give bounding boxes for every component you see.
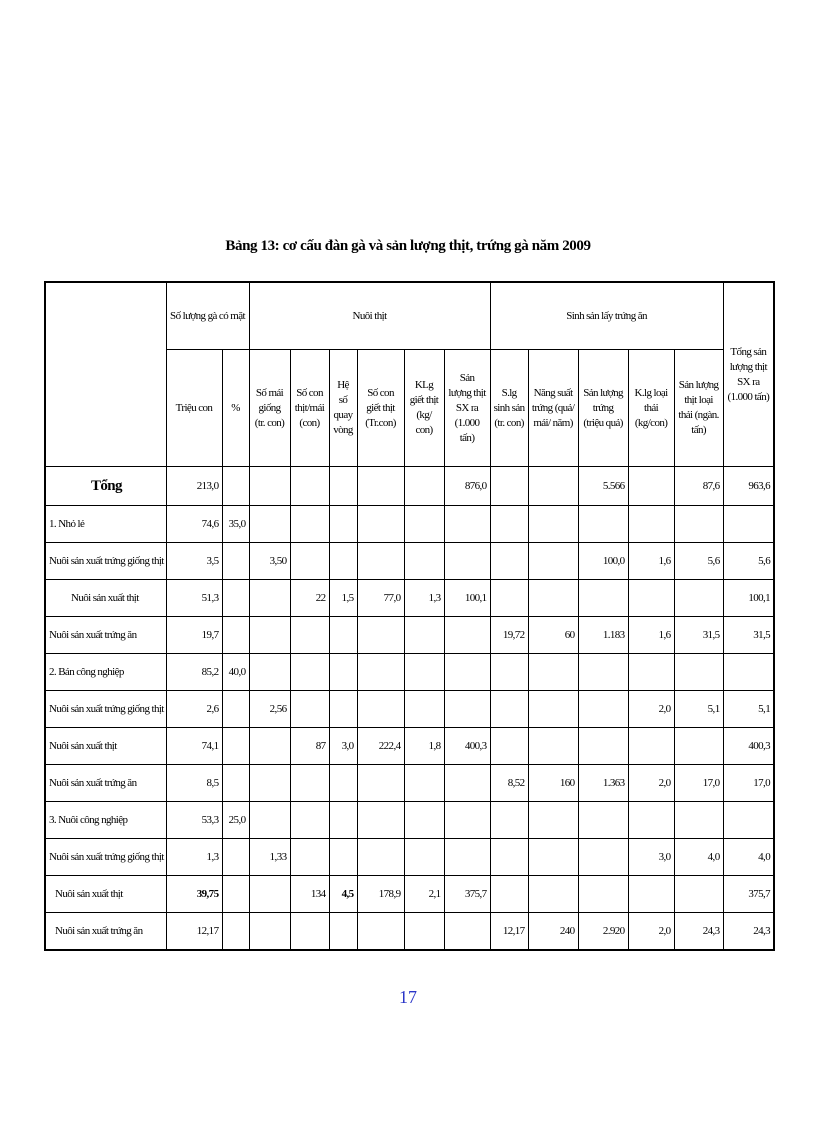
table-cell: 4,0 <box>723 839 774 876</box>
row-label: 3. Nuôi công nghiệp <box>45 802 166 839</box>
table-cell <box>404 765 444 802</box>
table-row <box>45 876 774 913</box>
table-cell <box>674 580 723 617</box>
data-table <box>44 281 775 951</box>
table-cell <box>444 617 490 654</box>
table-cell: 60 <box>528 617 578 654</box>
table-cell: 1,8 <box>404 728 444 765</box>
table-cell <box>723 802 774 839</box>
table-cell <box>528 691 578 728</box>
table-cell <box>674 728 723 765</box>
table-cell <box>357 654 404 691</box>
table-cell: 3,5 <box>166 543 222 580</box>
table-cell <box>723 506 774 543</box>
table-cell <box>222 728 249 765</box>
table-cell: 39,75 <box>166 876 222 913</box>
table-cell <box>444 802 490 839</box>
table-cell <box>222 580 249 617</box>
table-cell <box>528 654 578 691</box>
table-cell: 19,7 <box>166 617 222 654</box>
table-cell <box>444 839 490 876</box>
table-cell <box>222 467 249 506</box>
table-cell: 74,1 <box>166 728 222 765</box>
table-cell <box>329 802 357 839</box>
table-cell <box>357 913 404 951</box>
table-cell: 85,2 <box>166 654 222 691</box>
row-label: Nuôi sản xuất trứng giống thịt <box>45 543 166 580</box>
table-cell <box>628 654 674 691</box>
table-cell <box>490 728 528 765</box>
table-cell <box>628 728 674 765</box>
table-cell <box>490 467 528 506</box>
table-cell <box>723 654 774 691</box>
header-nuoi-thit: Nuôi thịt <box>249 282 490 350</box>
table-row <box>45 543 774 580</box>
table-cell <box>249 506 290 543</box>
column-header: Số con thịt/mái (con) <box>290 350 329 467</box>
table-cell: 1,6 <box>628 543 674 580</box>
table-cell <box>528 506 578 543</box>
table-cell: 375,7 <box>444 876 490 913</box>
table-cell <box>444 913 490 951</box>
table-body <box>45 467 774 951</box>
table-cell <box>578 876 628 913</box>
table-cell <box>490 802 528 839</box>
table-cell: 31,5 <box>674 617 723 654</box>
row-label: Nuôi sản xuất trứng giống thịt <box>45 691 166 728</box>
table-cell: 24,3 <box>674 913 723 951</box>
table-cell <box>528 802 578 839</box>
table-cell: 963,6 <box>723 467 774 506</box>
table-cell <box>674 654 723 691</box>
table-cell <box>628 876 674 913</box>
row-label: 2. Bán công nghiệp <box>45 654 166 691</box>
table-cell: 40,0 <box>222 654 249 691</box>
table-cell <box>249 802 290 839</box>
table-title: Bảng 13: cơ cấu đàn gà và sản lượng thịt, trứng gà năm 2009 <box>225 238 591 254</box>
table-cell <box>290 802 329 839</box>
table-row <box>45 506 774 543</box>
table-cell: 2,0 <box>628 691 674 728</box>
table-cell <box>628 802 674 839</box>
table-cell: 134 <box>290 876 329 913</box>
table-cell: 2,1 <box>404 876 444 913</box>
table-cell: 2,0 <box>628 765 674 802</box>
table-cell: 240 <box>528 913 578 951</box>
table-cell <box>674 876 723 913</box>
table-cell: 87 <box>290 728 329 765</box>
table-cell <box>404 543 444 580</box>
row-label: Tổng <box>45 467 166 506</box>
table-cell: 4,5 <box>329 876 357 913</box>
table-cell <box>578 654 628 691</box>
table-cell <box>329 839 357 876</box>
table-cell <box>249 765 290 802</box>
table-cell <box>222 839 249 876</box>
table-cell: 1.183 <box>578 617 628 654</box>
table-cell <box>290 543 329 580</box>
table-cell <box>290 839 329 876</box>
table-cell: 1,3 <box>404 580 444 617</box>
table-cell <box>490 580 528 617</box>
table-cell <box>249 467 290 506</box>
table-cell <box>490 876 528 913</box>
table-cell <box>578 580 628 617</box>
table-cell <box>674 506 723 543</box>
column-header: Số mái giống (tr. con) <box>249 350 290 467</box>
table-cell <box>404 802 444 839</box>
column-header: Sản lượng trứng (triệu quả) <box>578 350 628 467</box>
table-cell: 5,1 <box>674 691 723 728</box>
table-cell: 8,5 <box>166 765 222 802</box>
column-header: Triệu con <box>166 350 222 467</box>
table-cell <box>528 467 578 506</box>
table-cell: 24,3 <box>723 913 774 951</box>
column-header: Sản lượng thịt SX ra (1.000 tấn) <box>444 350 490 467</box>
table-cell: 1,3 <box>166 839 222 876</box>
table-cell: 5,1 <box>723 691 774 728</box>
table-cell: 51,3 <box>166 580 222 617</box>
table-row <box>45 802 774 839</box>
table-cell: 213,0 <box>166 467 222 506</box>
table-cell <box>329 691 357 728</box>
table-cell: 1,6 <box>628 617 674 654</box>
table-cell: 3,50 <box>249 543 290 580</box>
table-cell <box>578 839 628 876</box>
table-cell <box>290 467 329 506</box>
table-cell <box>249 580 290 617</box>
table-cell: 22 <box>290 580 329 617</box>
table-cell <box>329 467 357 506</box>
table-cell <box>404 839 444 876</box>
table-cell: 100,0 <box>578 543 628 580</box>
table-cell: 3,0 <box>628 839 674 876</box>
table-cell: 5,6 <box>674 543 723 580</box>
table-cell <box>249 913 290 951</box>
table-cell <box>222 765 249 802</box>
table-cell: 100,1 <box>723 580 774 617</box>
table-cell <box>528 728 578 765</box>
table-cell <box>249 617 290 654</box>
table-cell: 53,3 <box>166 802 222 839</box>
column-header: S.lg sinh sản (tr. con) <box>490 350 528 467</box>
table-cell <box>329 506 357 543</box>
table-cell <box>329 913 357 951</box>
table-cell <box>490 543 528 580</box>
table-cell <box>444 691 490 728</box>
table-cell: 35,0 <box>222 506 249 543</box>
table-cell <box>528 543 578 580</box>
table-cell <box>357 467 404 506</box>
row-label: Nuôi sản xuất trứng giống thịt <box>45 839 166 876</box>
table-cell <box>222 876 249 913</box>
table-cell <box>290 765 329 802</box>
table-row <box>45 691 774 728</box>
table-cell: 77,0 <box>357 580 404 617</box>
table-cell: 5,6 <box>723 543 774 580</box>
row-label: Nuôi sản xuất thịt <box>45 728 166 765</box>
table-cell: 2.920 <box>578 913 628 951</box>
page-number: 17 <box>399 987 417 1007</box>
table-cell <box>528 580 578 617</box>
row-label: Nuôi sản xuất thịt <box>45 580 166 617</box>
table-row <box>45 617 774 654</box>
table-cell <box>628 580 674 617</box>
table-cell <box>404 691 444 728</box>
table-cell: 1,33 <box>249 839 290 876</box>
table-cell: 25,0 <box>222 802 249 839</box>
table-cell <box>222 913 249 951</box>
column-header: % <box>222 350 249 467</box>
table-cell: 2,0 <box>628 913 674 951</box>
table-cell <box>222 691 249 728</box>
row-label: Nuôi sản xuất trứng ăn <box>45 617 166 654</box>
table-cell <box>404 654 444 691</box>
table-cell: 87,6 <box>674 467 723 506</box>
table-cell <box>357 765 404 802</box>
table-cell <box>404 913 444 951</box>
table-cell <box>357 617 404 654</box>
table-cell <box>222 543 249 580</box>
table-cell <box>329 654 357 691</box>
table-cell: 375,7 <box>723 876 774 913</box>
table-cell <box>357 506 404 543</box>
table-cell: 31,5 <box>723 617 774 654</box>
table-cell <box>444 506 490 543</box>
column-header: Năng suất trứng (quả/ mái/ năm) <box>528 350 578 467</box>
table-cell <box>404 506 444 543</box>
table-row <box>45 580 774 617</box>
row-label: Nuôi sản xuất thịt <box>45 876 166 913</box>
table-cell: 74,6 <box>166 506 222 543</box>
table-row <box>45 913 774 951</box>
table-cell <box>290 913 329 951</box>
table-cell <box>578 691 628 728</box>
table-cell: 12,17 <box>490 913 528 951</box>
column-header: Số con giết thịt (Tr.con) <box>357 350 404 467</box>
row-label: Nuôi sản xuất trứng ăn <box>45 765 166 802</box>
table-cell: 17,0 <box>674 765 723 802</box>
table-cell <box>404 617 444 654</box>
table-cell: 1.363 <box>578 765 628 802</box>
table-cell <box>249 654 290 691</box>
table-cell: 3,0 <box>329 728 357 765</box>
table-cell <box>329 765 357 802</box>
table-cell <box>578 728 628 765</box>
table-cell: 400,3 <box>444 728 490 765</box>
table-cell <box>290 506 329 543</box>
column-header: Hệ số quay vòng <box>329 350 357 467</box>
table-cell <box>404 467 444 506</box>
table-cell <box>357 543 404 580</box>
table-cell <box>329 617 357 654</box>
header-blank-cell <box>45 282 166 467</box>
table-cell: 100,1 <box>444 580 490 617</box>
table-cell: 2,6 <box>166 691 222 728</box>
table-cell <box>628 506 674 543</box>
table-cell: 12,17 <box>166 913 222 951</box>
table-row <box>45 839 774 876</box>
table-cell: 400,3 <box>723 728 774 765</box>
table-cell <box>329 543 357 580</box>
table-cell <box>490 654 528 691</box>
header-so-luong: Số lượng gà có mặt <box>166 282 249 350</box>
table-cell <box>578 802 628 839</box>
table-cell <box>290 654 329 691</box>
table-row-total <box>45 467 774 506</box>
table-cell <box>674 802 723 839</box>
table-row <box>45 728 774 765</box>
table-cell <box>578 506 628 543</box>
table-cell <box>528 839 578 876</box>
table-cell <box>444 654 490 691</box>
table-cell <box>490 691 528 728</box>
table-cell: 876,0 <box>444 467 490 506</box>
table-row <box>45 654 774 691</box>
table-cell: 178,9 <box>357 876 404 913</box>
table-cell <box>528 876 578 913</box>
table-cell: 19,72 <box>490 617 528 654</box>
table-cell <box>249 728 290 765</box>
table-cell: 5.566 <box>578 467 628 506</box>
column-header: KLg giết thịt (kg/ con) <box>404 350 444 467</box>
table-cell <box>290 617 329 654</box>
table-cell: 4,0 <box>674 839 723 876</box>
row-label: Nuôi sản xuất trứng ăn <box>45 913 166 951</box>
table-cell: 2,56 <box>249 691 290 728</box>
row-label: 1. Nhỏ lẻ <box>45 506 166 543</box>
table-cell <box>357 691 404 728</box>
table-cell: 8,52 <box>490 765 528 802</box>
table-cell: 1,5 <box>329 580 357 617</box>
table-cell <box>628 467 674 506</box>
table-cell <box>444 543 490 580</box>
table-cell <box>222 617 249 654</box>
table-cell <box>290 691 329 728</box>
table-cell <box>249 876 290 913</box>
table-cell <box>490 839 528 876</box>
header-tong-san-luong: Tổng sản lượng thịt SX ra (1.000 tấn) <box>723 282 774 467</box>
table-cell <box>490 506 528 543</box>
column-header: K.lg loại thải (kg/con) <box>628 350 674 467</box>
header-row-groups <box>45 282 774 350</box>
header-sinh-san: Sinh sản lấy trứng ăn <box>490 282 723 350</box>
table-cell <box>444 765 490 802</box>
table-cell <box>357 839 404 876</box>
table-row <box>45 765 774 802</box>
column-header: Sản lượng thịt loại thải (ngàn. tấn) <box>674 350 723 467</box>
table-cell: 17,0 <box>723 765 774 802</box>
table-cell: 222,4 <box>357 728 404 765</box>
table-cell: 160 <box>528 765 578 802</box>
table-cell <box>357 802 404 839</box>
